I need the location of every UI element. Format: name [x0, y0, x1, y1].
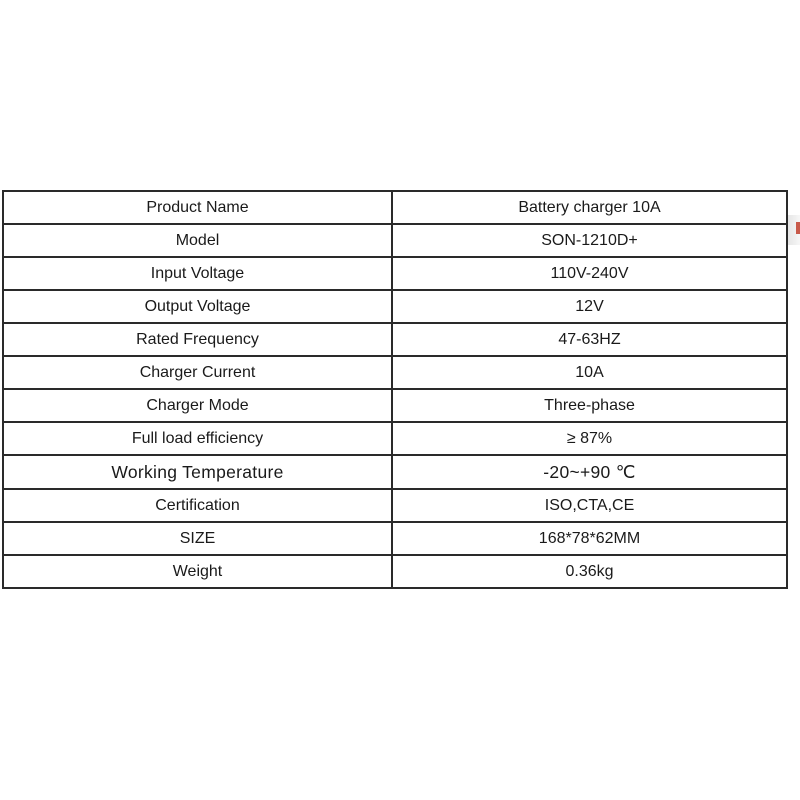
table-row	[3, 489, 787, 522]
table-row	[3, 191, 787, 224]
table-row	[3, 356, 787, 389]
edge-mark	[796, 222, 800, 234]
spec-value: 110V-240V	[392, 257, 787, 290]
spec-label: Model	[3, 224, 392, 257]
table-row	[3, 224, 787, 257]
spec-label: Rated Frequency	[3, 323, 392, 356]
spec-label: Full load efficiency	[3, 422, 392, 455]
spec-table	[2, 190, 788, 589]
table-row	[3, 422, 787, 455]
spec-value: 47-63HZ	[392, 323, 787, 356]
table-row	[3, 389, 787, 422]
spec-label: Input Voltage	[3, 257, 392, 290]
spec-label: SIZE	[3, 522, 392, 555]
spec-value: 168*78*62MM	[392, 522, 787, 555]
spec-value: SON-1210D+	[392, 224, 787, 257]
spec-value: 0.36kg	[392, 555, 787, 588]
spec-label: Output Voltage	[3, 290, 392, 323]
spec-value: -20~+90 ℃	[392, 455, 787, 489]
table-row	[3, 290, 787, 323]
table-row	[3, 323, 787, 356]
spec-value: Three-phase	[392, 389, 787, 422]
spec-label: Certification	[3, 489, 392, 522]
spec-label: Product Name	[3, 191, 392, 224]
spec-value: 10A	[392, 356, 787, 389]
spec-value: Battery charger 10A	[392, 191, 787, 224]
spec-value: ≥ 87%	[392, 422, 787, 455]
spec-label: Working Temperature	[3, 455, 392, 489]
table-row	[3, 555, 787, 588]
spec-value: 12V	[392, 290, 787, 323]
spec-label: Weight	[3, 555, 392, 588]
spec-label: Charger Current	[3, 356, 392, 389]
table-row	[3, 257, 787, 290]
spec-value: ISO,CTA,CE	[392, 489, 787, 522]
table-row	[3, 522, 787, 555]
table-row	[3, 455, 787, 489]
spec-label: Charger Mode	[3, 389, 392, 422]
